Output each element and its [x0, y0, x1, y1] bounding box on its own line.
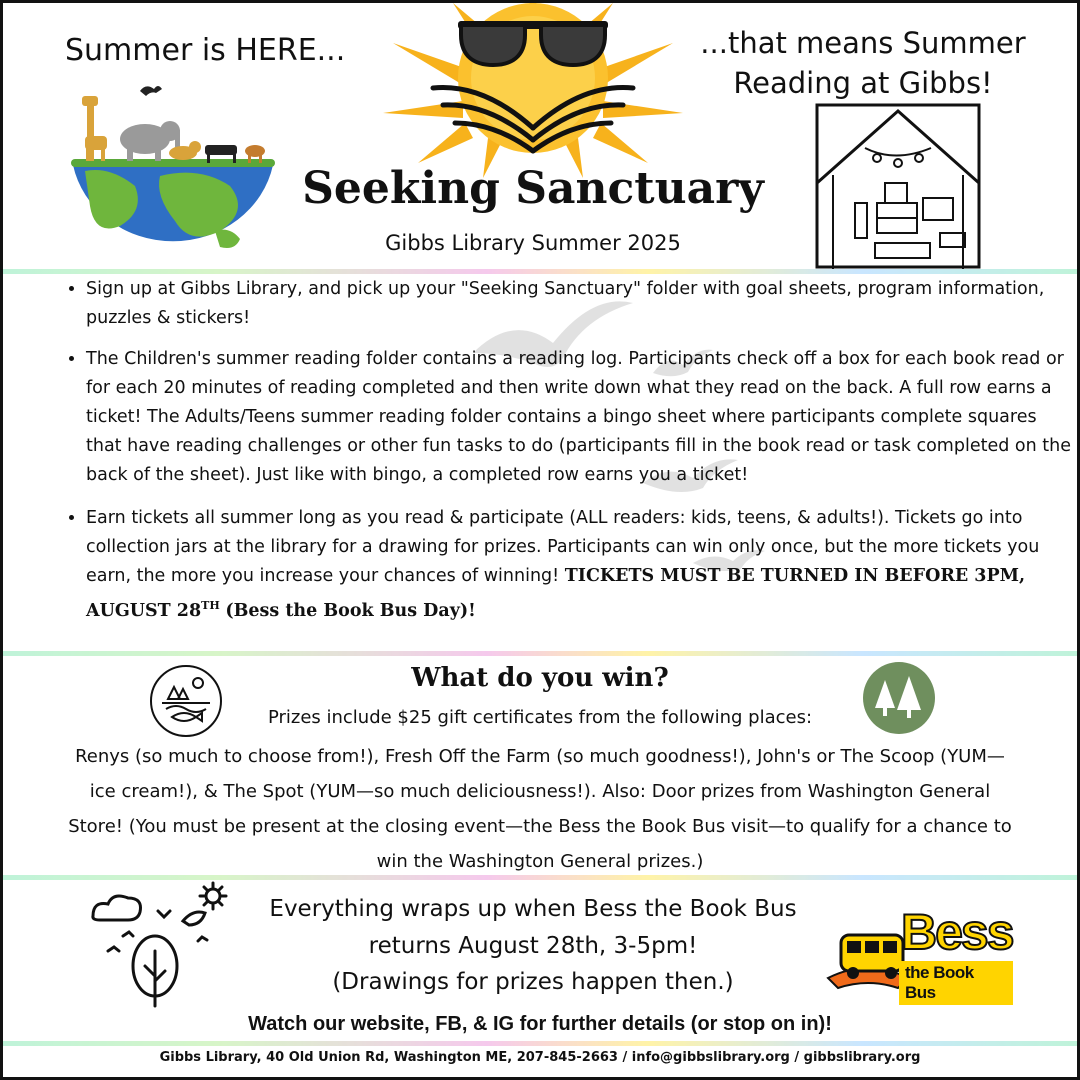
closing-line-3: (Drawings for prizes happen then.)	[332, 969, 734, 995]
tickets-deadline-sup: TH	[201, 599, 220, 612]
section-divider	[3, 269, 1077, 274]
prizes-title: What do you win?	[411, 663, 669, 693]
bullet-tickets	[86, 504, 1076, 626]
sun-sunglasses-icon	[373, 3, 693, 178]
prizes-details: Renys (so much to choose from!), Fresh Off the Farm (so much goodness!), John's or The Scoop (YUM—ice cream!), & The Spot (YUM—so much deliciousness!). Also: Door prizes from Washington General Store! (You must be present at the closing event—the Bess the Book Bus visit—to qualify for a chance to win the Washington General prizes.)	[68, 746, 1012, 872]
footer-contact: Gibbs Library, 40 Old Union Rd, Washington ME, 207-845-2663 / info@gibbslibrary.org / gibbslibrary.org	[159, 1050, 921, 1065]
page-title: Seeking Sanctuary	[302, 163, 764, 214]
bess-logo-word: Bess	[901, 904, 1013, 960]
bullet-reading-log-text: The Children's summer reading folder contains a reading log. Participants check off a box for each book read or for each 20 minutes of reading completed and then write down what they read on the back. A full row earns a ticket! The Adults/Teens summer reading folder contains a bingo sheet where participants complete squares that have reading challenges or other fun tasks to do (participants fill in the book read or task completed on the back of the sheet). Just like with bingo, a completed row earns you a ticket!	[86, 349, 1071, 485]
right-tagline: ...that means Summer Reading at Gibbs!	[700, 26, 1026, 100]
watch-notice: Watch our website, FB, & IG for further details (or stop on in)!	[248, 1013, 832, 1035]
bullet-signup-text: Sign up at Gibbs Library, and pick up your "Seeking Sanctuary" folder with goal sheets, program information, puzzles & stickers!	[86, 279, 1045, 328]
bullet-reading-log	[86, 345, 1076, 490]
info-bullets	[58, 275, 1076, 638]
bess-logo-tagline: the Book Bus	[899, 961, 1013, 1005]
section-divider	[3, 875, 1077, 880]
bullet-tickets-text: Earn tickets all summer long as you read & participate (ALL readers: kids, teens, & adults!). Tickets go into collection jars at the library for a drawing for prizes. Participants can win only once, but the more tickets you earn, the more you increase your chances of winning!	[86, 508, 1040, 586]
closing-line-1: Everything wraps up when Bess the Book Bus	[269, 896, 797, 922]
tickets-deadline: TICKETS MUST BE TURNED IN BEFORE 3PM, AUGUST 28	[86, 566, 1026, 621]
prizes-intro: Prizes include $25 gift certificates from the following places:	[267, 707, 813, 728]
left-tagline: Summer is HERE...	[65, 33, 346, 68]
reading-nook-icon	[815, 103, 981, 269]
bess-bus-logo	[823, 901, 1013, 1006]
bullet-signup	[86, 275, 1076, 333]
closing-line-2: returns August 28th, 3-5pm!	[368, 933, 698, 959]
earth-animals-icon	[65, 81, 285, 263]
tickets-deadline-tail: (Bess the Book Bus Day)!	[225, 600, 476, 621]
section-divider	[3, 651, 1077, 656]
section-divider	[3, 1041, 1077, 1046]
page-subtitle: Gibbs Library Summer 2025	[385, 231, 681, 255]
bird-tree-icon	[83, 881, 233, 1011]
